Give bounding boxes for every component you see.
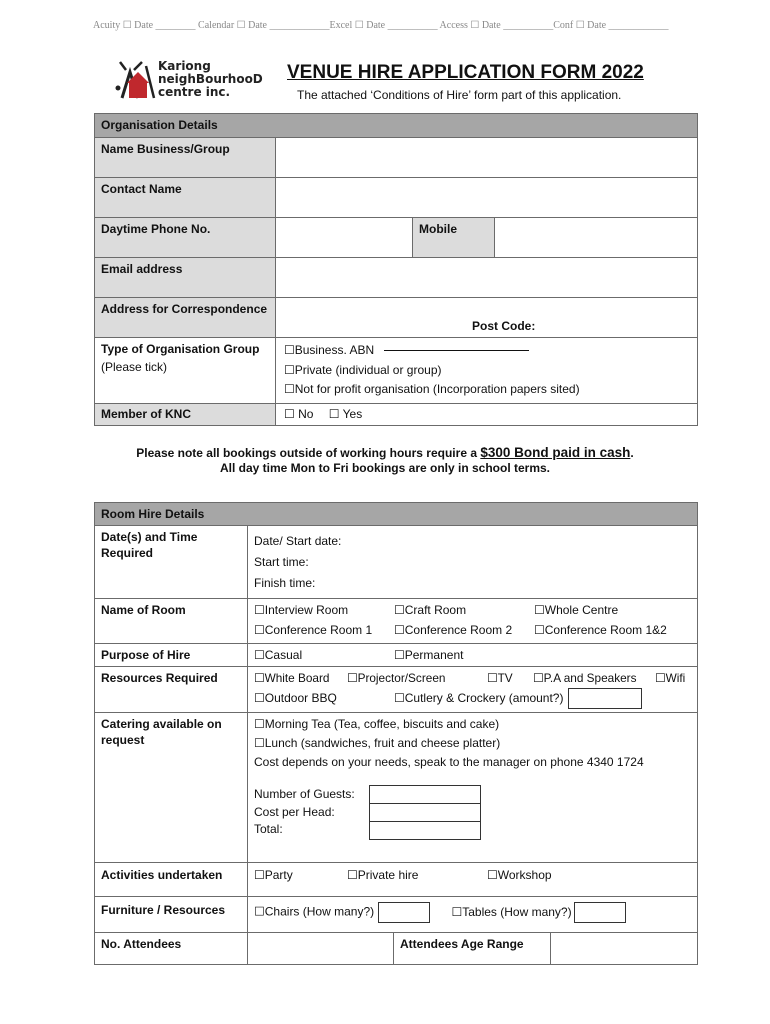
form-subtitle: The attached ‘Conditions of Hire’ form part of this application. <box>297 88 622 102</box>
start-date-line: Date/ Start date: <box>254 534 342 548</box>
organisation-details-table <box>94 113 698 426</box>
craft-room-checkbox[interactable]: ☐Craft Room <box>394 603 467 617</box>
permanent-checkbox[interactable]: ☐Permanent <box>394 648 464 662</box>
bond-note-end: . <box>630 446 634 460</box>
bond-note <box>0 445 770 460</box>
email-address-label: Email address <box>95 258 276 298</box>
cost-per-head-input[interactable] <box>369 804 481 822</box>
logo-text <box>158 60 263 99</box>
private-hire-checkbox[interactable]: ☐Private hire <box>347 868 419 883</box>
member-knc-label: Member of KNC <box>95 403 276 425</box>
activities-label: Activities undertaken <box>95 863 248 897</box>
organisation-type-title: Type of Organisation Group <box>101 342 260 356</box>
tv-checkbox[interactable]: ☐TV <box>487 671 513 685</box>
dates-time-field[interactable] <box>248 526 698 599</box>
resources-options <box>248 667 698 713</box>
furniture-label: Furniture / Resources <box>95 897 248 933</box>
type-business-checkbox[interactable]: ☐Business. ABN <box>284 343 375 357</box>
furniture-options <box>248 897 698 933</box>
room-name-options <box>248 599 698 644</box>
pa-speakers-checkbox[interactable]: ☐P.A and Speakers <box>533 671 637 685</box>
conference-room-1-checkbox[interactable]: ☐Conference Room 1 <box>254 622 373 637</box>
bond-note-text: Please note all bookings outside of working hours require a <box>136 446 481 460</box>
organisation-type-label <box>95 338 276 404</box>
catering-label: Catering available on request <box>95 713 248 863</box>
purpose-options <box>248 644 698 667</box>
contact-name-field[interactable] <box>276 178 698 218</box>
email-address-field[interactable] <box>276 258 698 298</box>
age-range-field[interactable] <box>551 933 698 965</box>
type-private-checkbox[interactable]: ☐Private (individual or group) <box>284 362 442 377</box>
purpose-label: Purpose of Hire <box>95 644 248 667</box>
member-no-checkbox[interactable]: ☐ No <box>284 406 314 421</box>
resources-label: Resources Required <box>95 667 248 713</box>
chairs-count-input[interactable] <box>378 902 430 923</box>
logo-line-2: neighBourhooD <box>158 72 263 86</box>
attendees-field[interactable] <box>248 933 394 965</box>
address-field[interactable] <box>276 298 698 338</box>
cutlery-amount-input[interactable] <box>568 688 642 709</box>
whole-centre-checkbox[interactable]: ☐Whole Centre <box>534 603 619 617</box>
guests-input[interactable] <box>369 785 481 804</box>
member-knc-options <box>276 403 698 425</box>
room-hire-details-table <box>94 502 698 965</box>
start-time-line: Start time: <box>254 555 309 569</box>
chairs-checkbox[interactable]: ☐Chairs (How many?) <box>254 905 375 919</box>
organisation-details-header: Organisation Details <box>95 114 698 138</box>
post-code-label: Post Code: <box>472 319 536 333</box>
catering-cost-note: Cost depends on your needs, speak to the manager on phone 4340 1724 <box>254 755 644 770</box>
interview-room-checkbox[interactable]: ☐Interview Room <box>254 603 349 617</box>
member-yes-checkbox[interactable]: ☐ Yes <box>328 406 363 421</box>
casual-checkbox[interactable]: ☐Casual <box>254 648 303 662</box>
lunch-checkbox[interactable]: ☐Lunch (sandwiches, fruit and cheese platter) <box>254 736 501 751</box>
room-name-label: Name of Room <box>95 599 248 644</box>
name-business-field[interactable] <box>276 138 698 178</box>
address-label: Address for Correspondence <box>95 298 276 338</box>
party-checkbox[interactable]: ☐Party <box>254 868 293 883</box>
finish-time-line: Finish time: <box>254 576 316 590</box>
catering-options <box>248 713 698 863</box>
name-business-label: Name Business/Group <box>95 138 276 178</box>
projector-checkbox[interactable]: ☐Projector/Screen <box>347 671 446 685</box>
conference-room-2-checkbox[interactable]: ☐Conference Room 2 <box>394 622 513 637</box>
organisation-type-options <box>276 338 698 404</box>
office-use-line: Acuity ☐ Date ________ Calendar ☐ Date ____________Excel ☐ Date __________ Access ☐ Date __________Conf ☐ Date ____________ <box>93 20 669 31</box>
total-input[interactable] <box>369 822 481 840</box>
dates-time-label: Date(s) and Time Required <box>95 526 248 599</box>
total-label: Total: <box>254 822 283 837</box>
activities-options <box>248 863 698 897</box>
daytime-phone-label: Daytime Phone No. <box>95 218 276 258</box>
type-not-for-profit-checkbox[interactable]: ☐Not for profit organisation (Incorporation papers sited) <box>284 382 580 396</box>
room-hire-header: Room Hire Details <box>95 503 698 526</box>
white-board-checkbox[interactable]: ☐White Board <box>254 671 330 685</box>
tables-count-input[interactable] <box>574 902 626 923</box>
outdoor-bbq-checkbox[interactable]: ☐Outdoor BBQ <box>254 691 337 705</box>
morning-tea-checkbox[interactable]: ☐Morning Tea (Tea, coffee, biscuits and cake) <box>254 717 500 732</box>
form-title: VENUE HIRE APPLICATION FORM 2022 <box>287 62 644 83</box>
organisation-type-hint: (Please tick) <box>101 360 168 374</box>
age-range-label: Attendees Age Range <box>394 933 551 965</box>
mobile-field[interactable] <box>495 218 698 258</box>
logo-line-1: Kariong <box>158 59 211 73</box>
mobile-label: Mobile <box>413 218 495 258</box>
catering-costs <box>254 786 691 839</box>
attendees-label: No. Attendees <box>95 933 248 965</box>
cost-per-head-label: Cost per Head: <box>254 804 335 819</box>
cutlery-checkbox[interactable]: ☐Cutlery & Crockery (amount?) <box>394 691 564 705</box>
abn-line[interactable] <box>384 350 529 351</box>
logo-line-3: centre inc. <box>158 85 231 99</box>
tables-checkbox[interactable]: ☐Tables (How many?) <box>451 905 572 919</box>
wifi-checkbox[interactable]: ☐Wifi <box>655 671 686 685</box>
catering-input-boxes <box>369 785 479 840</box>
conference-room-1-2-checkbox[interactable]: ☐Conference Room 1&2 <box>534 622 667 637</box>
contact-name-label: Contact Name <box>95 178 276 218</box>
guests-label: Number of Guests: <box>254 787 355 802</box>
school-terms-note: All day time Mon to Fri bookings are only in school terms. <box>219 461 551 475</box>
workshop-checkbox[interactable]: ☐Workshop <box>487 868 552 883</box>
daytime-phone-field[interactable] <box>276 218 413 258</box>
bond-amount: $300 Bond paid in cash <box>480 445 631 460</box>
